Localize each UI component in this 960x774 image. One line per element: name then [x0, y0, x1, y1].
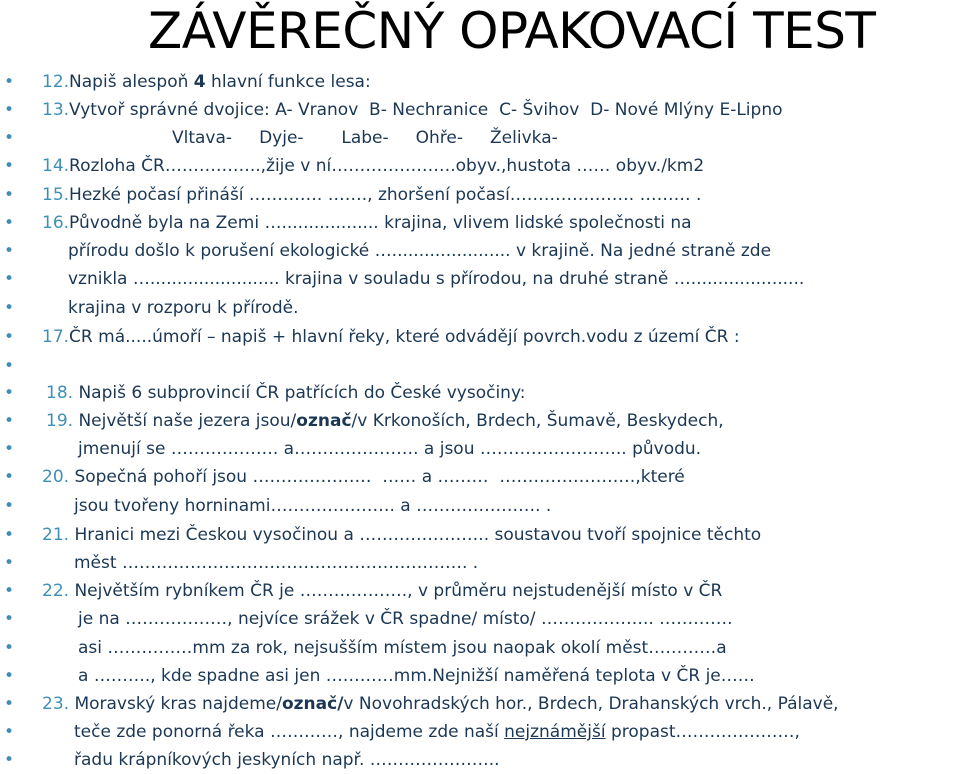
question-20-continuation	[0, 494, 960, 520]
empty-line	[0, 354, 960, 380]
bullet: •	[4, 213, 15, 233]
question-12	[0, 70, 960, 96]
question-text: měst ……………………………………………………. .	[74, 553, 479, 573]
question-14	[0, 154, 960, 180]
question-number: 20.	[42, 467, 70, 487]
question-22-continuation	[0, 636, 960, 662]
question-text: Rozloha ČR……………..,žije v ní………………….obyv.,hustota …… obyv./km2	[69, 156, 705, 176]
bullet: •	[4, 156, 15, 176]
question-text: Největší naše jezera jsou/	[73, 411, 297, 431]
bullet: •	[4, 467, 15, 487]
question-text-bold: 4	[193, 72, 206, 92]
bullet: •	[4, 609, 15, 629]
question-text: asi ……………mm za rok, nejsušším místem jsou naopak okolí měst…………a	[78, 638, 727, 658]
question-text: Vytvoř správné dvojice: A- Vranov B- Nechranice C- Švihov D- Nové Mlýny E-Lipno	[69, 100, 783, 120]
question-text: přírodu došlo k porušení ekologické …...................... v krajině. Na jedné straně zde	[68, 241, 772, 261]
bullet: •	[4, 327, 15, 347]
question-number: 21.	[42, 525, 70, 545]
bullet: •	[4, 666, 15, 686]
question-number: 16.	[42, 213, 70, 233]
question-text-underlined: nejznámější	[504, 722, 606, 742]
page-title: ZÁVĚREČNÝ OPAKOVACÍ TEST	[148, 2, 876, 60]
question-text: hlavní funkce lesa:	[205, 72, 371, 92]
question-16-continuation	[0, 239, 960, 265]
question-text: řadu krápníkových jeskyních např. …………………..	[74, 750, 500, 770]
question-text: v Novohradských hor., Brdech, Drahanských vrch., Pálavě,	[343, 694, 839, 714]
question-18	[0, 381, 960, 407]
question-21-continuation	[0, 551, 960, 577]
question-text: ČR má.....úmoří – napiš + hlavní řeky, které odvádějí povrch.vodu z území ČR :	[69, 327, 740, 347]
bullet: •	[4, 496, 15, 516]
bullet: •	[4, 356, 15, 376]
bullet: •	[4, 722, 15, 742]
question-text: Moravský kras najdeme/	[69, 694, 282, 714]
question-text: Sopečná pohoří jsou ………………… …… a ……… ……………………,které	[69, 467, 685, 487]
question-text: Největším rybníkem ČR je ………………., v průměru nejstudenější místo v ČR	[69, 581, 723, 601]
question-number: 17.	[42, 327, 70, 347]
question-text: Původně byla na Zemi ….................. krajina, vlivem lidské společnosti na	[69, 213, 692, 233]
question-text: Napiš alespoň	[69, 72, 194, 92]
question-19	[0, 409, 960, 435]
question-number: 15.	[42, 185, 70, 205]
question-text: jsou tvořeny horninami…………………. a …………………. .	[74, 496, 552, 516]
question-17	[0, 325, 960, 351]
question-22-continuation	[0, 607, 960, 633]
question-text: Vltava- Dyje- Labe- Ohře- Želivka-	[172, 128, 558, 148]
bullet: •	[4, 298, 15, 318]
bullet: •	[4, 638, 15, 658]
question-23-continuation	[0, 720, 960, 746]
question-text: Hezké počasí přináší …………. ……., zhoršení počasí…………………. ……… .	[69, 185, 702, 205]
question-number: 12.	[42, 72, 70, 92]
question-number: 22.	[42, 581, 70, 601]
question-text-bold: označ	[296, 411, 352, 431]
question-22-continuation	[0, 664, 960, 690]
question-23-continuation	[0, 748, 960, 774]
question-16-continuation	[0, 267, 960, 293]
bullet: •	[4, 411, 15, 431]
question-number: 13.	[42, 100, 70, 120]
question-20	[0, 465, 960, 491]
question-16-continuation	[0, 296, 960, 322]
question-text: vznikla …........................ krajina v souladu s přírodou, na druhé straně ….....................	[68, 269, 805, 289]
question-text: Napiš 6 subprovincií ČR patřících do České vysočiny:	[73, 383, 526, 403]
bullet: •	[4, 439, 15, 459]
bullet: •	[4, 185, 15, 205]
question-16	[0, 211, 960, 237]
question-number: 23.	[42, 694, 70, 714]
question-text: teče zde ponorná řeka …………, najdeme zde naší	[74, 722, 505, 742]
question-15	[0, 183, 960, 209]
question-text: a ………., kde spadne asi jen …………mm.Nejnižší naměřená teplota v ČR je……	[78, 666, 755, 686]
question-text: propast…………………,	[605, 722, 800, 742]
bullet: •	[4, 694, 15, 714]
question-22	[0, 579, 960, 605]
question-13	[0, 98, 960, 124]
bullet: •	[4, 128, 15, 148]
question-13-continuation	[0, 126, 960, 152]
bullet: •	[4, 269, 15, 289]
question-23	[0, 692, 960, 718]
question-text: /v Krkonoších, Brdech, Šumavě, Beskydech,	[351, 411, 724, 431]
bullet: •	[4, 100, 15, 120]
bullet: •	[4, 525, 15, 545]
question-text: je na ………………, nejvíce srážek v ČR spadne/ místo/ ……………….. ………….	[78, 609, 733, 629]
bullet: •	[4, 553, 15, 573]
bullet: •	[4, 750, 15, 770]
question-number: 18.	[46, 383, 74, 403]
question-text: jmenují se ………………. a…………………. a jsou …………………….. původu.	[78, 439, 702, 459]
question-19-continuation	[0, 437, 960, 463]
question-text: krajina v rozporu k přírodě.	[68, 298, 299, 318]
question-number: 14.	[42, 156, 70, 176]
bullet: •	[4, 241, 15, 261]
question-number: 19.	[46, 411, 74, 431]
question-21	[0, 523, 960, 549]
bullet: •	[4, 383, 15, 403]
bullet: •	[4, 72, 15, 92]
question-text-bold: označ/	[281, 694, 344, 714]
question-text: Hranici mezi Českou vysočinou a ………………….. soustavou tvoří spojnice těchto	[69, 525, 762, 545]
bullet: •	[4, 581, 15, 601]
